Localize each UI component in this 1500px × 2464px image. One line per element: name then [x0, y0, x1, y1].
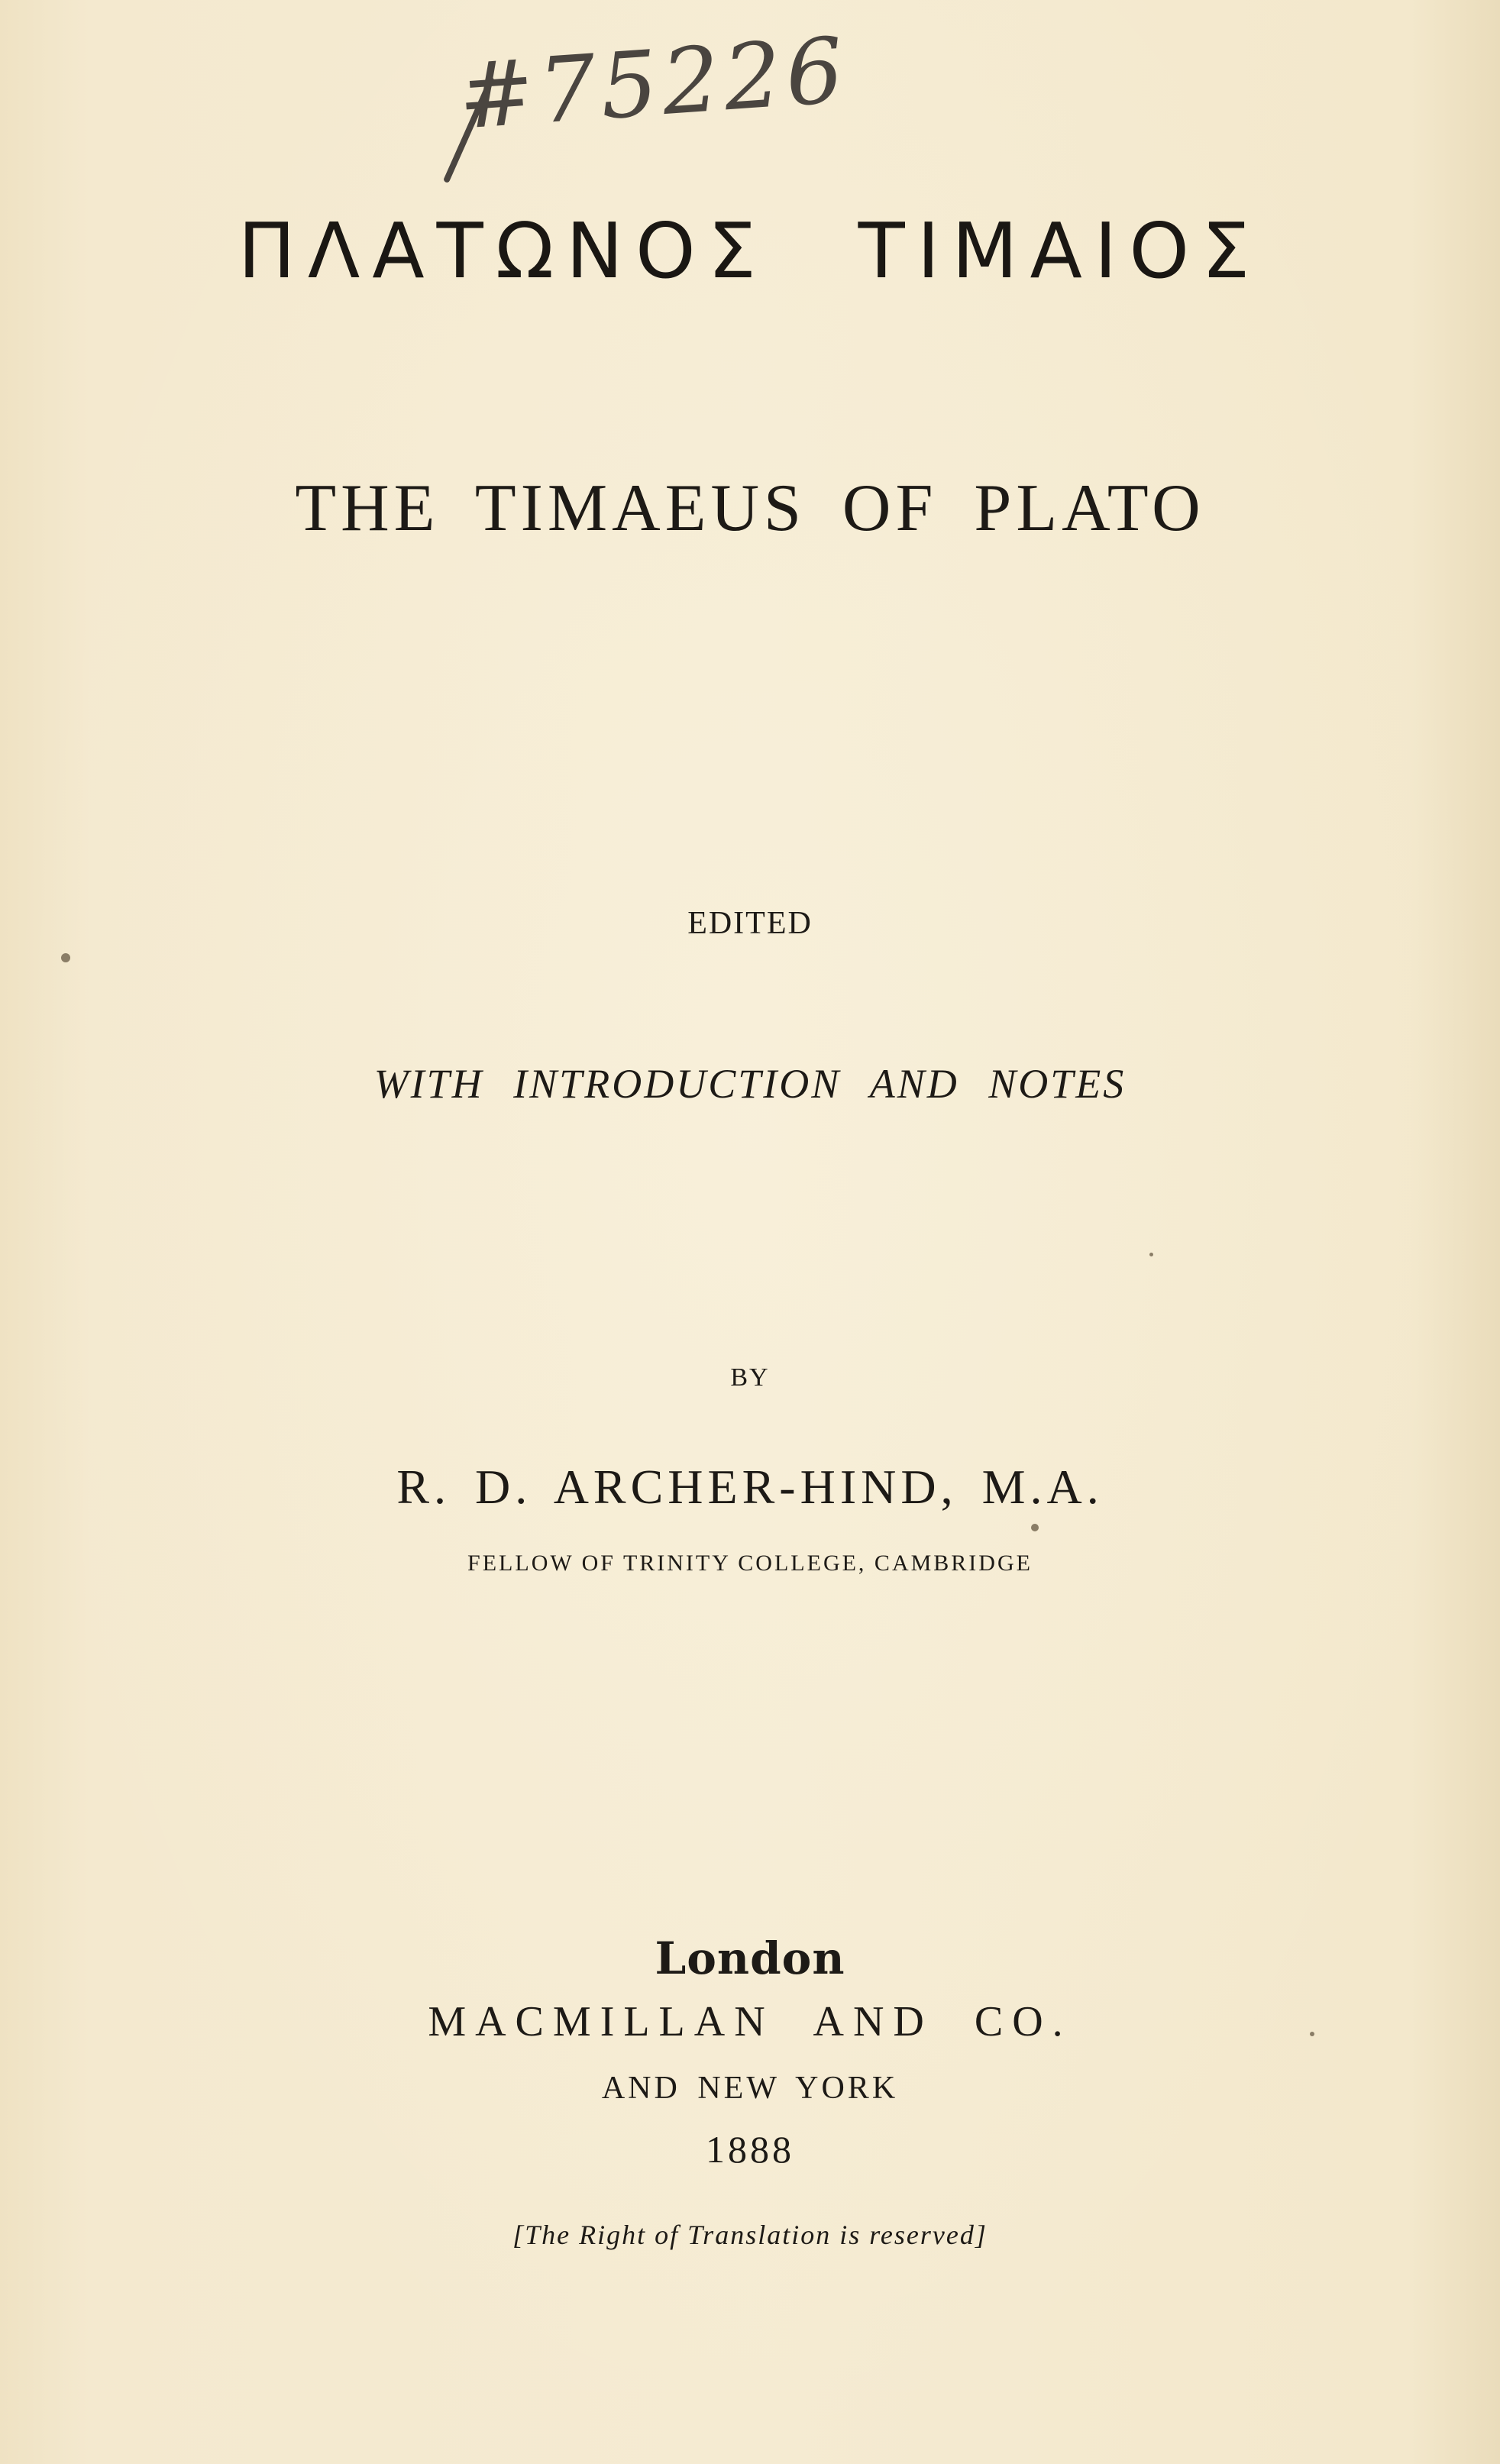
author-affiliation: FELLOW OF TRINITY COLLEGE, CAMBRIDGE — [467, 1551, 1033, 1576]
rights-notice: [The Right of Translation is reserved] — [512, 2220, 988, 2250]
paper-speck — [61, 953, 70, 962]
publication-place: London — [655, 1932, 845, 1984]
edited-label: EDITED — [687, 906, 813, 941]
introduction-note: WITH INTRODUCTION AND NOTES — [373, 1061, 1127, 1107]
publication-year: 1888 — [706, 2128, 794, 2171]
handwritten-catalog-number: #75226 — [454, 17, 852, 150]
paper-speck — [1310, 2032, 1314, 2036]
additional-place: AND NEW YORK — [601, 2071, 899, 2106]
greek-title: ΠΛΑΤΩΝΟΣ ΤΙΜΑΙΟΣ — [238, 206, 1262, 296]
paper-speck — [1031, 1524, 1039, 1531]
publisher-name: MACMILLAN AND CO. — [428, 1998, 1072, 2045]
paper-speck — [1149, 1253, 1153, 1256]
author-name: R. D. ARCHER-HIND, M.A. — [396, 1460, 1104, 1514]
english-title: THE TIMAEUS OF PLATO — [295, 471, 1205, 545]
by-label: BY — [730, 1363, 770, 1392]
